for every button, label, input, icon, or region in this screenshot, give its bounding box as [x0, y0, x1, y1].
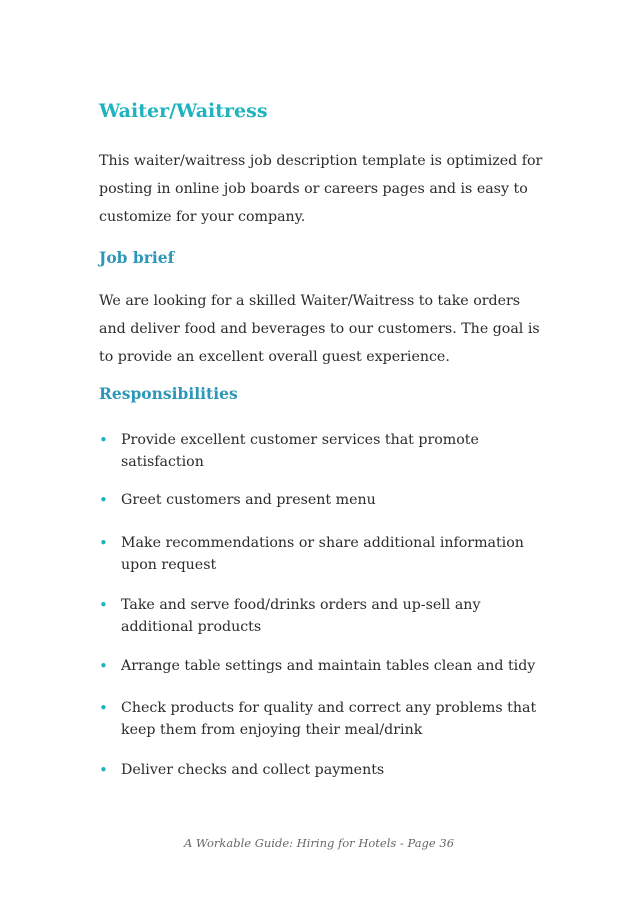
list-item [99, 697, 539, 741]
list-item [99, 429, 539, 473]
list-item [99, 532, 539, 576]
responsibilities-heading: Responsibilities [99, 384, 238, 403]
page-footer: A Workable Guide: Hiring for Hotels - Page 36 [183, 836, 455, 850]
list-item-text: Check products for quality and correct any problems that keep them from enjoying their meal/drink [121, 700, 537, 738]
list-item-text: Deliver checks and collect payments [121, 762, 385, 778]
bullet-icon: • [99, 596, 108, 614]
list-item [99, 759, 539, 781]
bullet-icon: • [99, 491, 108, 509]
intro-paragraph: This waiter/waitress job description template is optimized for posting in online job boards or careers pages and is easy to customize for your company. [99, 153, 543, 225]
page-title: Waiter/Waitress [99, 100, 268, 122]
list-item-text: Greet customers and present menu [121, 492, 376, 508]
list-item [99, 594, 539, 638]
job-brief-heading: Job brief [99, 248, 175, 267]
bullet-icon: • [99, 534, 108, 552]
list-item [99, 655, 539, 677]
bullet-icon: • [99, 431, 108, 449]
list-item-text: Provide excellent customer services that promote satisfaction [121, 432, 479, 470]
bullet-icon: • [99, 657, 108, 675]
bullet-icon: • [99, 699, 108, 717]
bullet-icon: • [99, 761, 108, 779]
job-brief-paragraph: We are looking for a skilled Waiter/Waitress to take orders and deliver food and beverages to our customers. The goal is to provide an excellent overall guest experience. [99, 293, 540, 365]
list-item-text: Arrange table settings and maintain tables clean and tidy [121, 658, 536, 674]
list-item-text: Take and serve food/drinks orders and up-sell any additional products [121, 597, 481, 635]
list-item-text: Make recommendations or share additional information upon request [121, 535, 524, 573]
list-item [99, 489, 539, 511]
